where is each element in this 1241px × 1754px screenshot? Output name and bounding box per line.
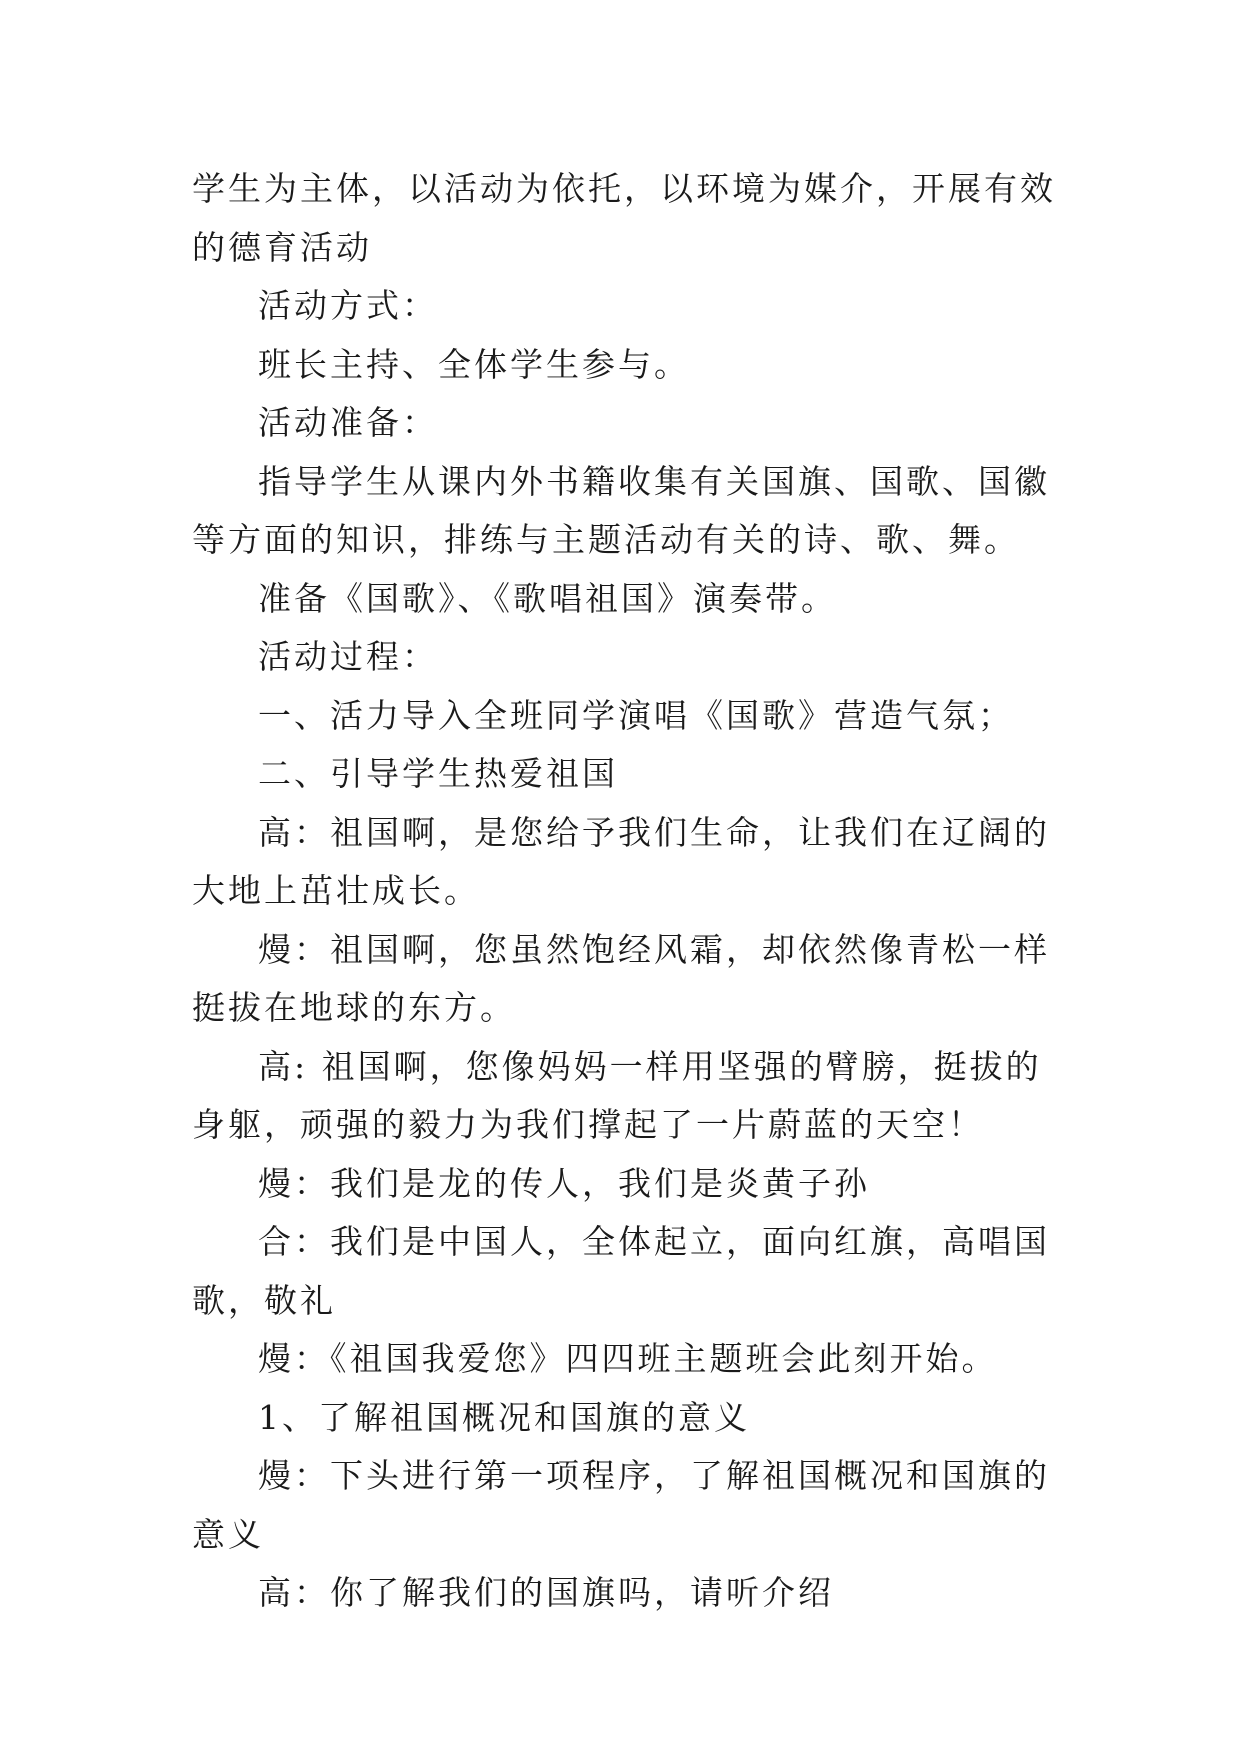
document-body: [192, 160, 1072, 1623]
paragraph: 活动过程：: [258, 637, 438, 676]
paragraph: 高: 祖国啊，您像妈妈一样用坚强的臂膀，挺拔的身躯，顽强的毅力为我们撑起了一片蔚蓝的天空！: [192, 1046, 1042, 1144]
paragraph: 高：你了解我们的国旗吗，请听介绍: [258, 1573, 834, 1612]
paragraph: 合：我们是中国人，全体起立，面向红旗，高唱国歌，敬礼: [192, 1222, 1050, 1320]
paragraph: 活动方式：: [258, 286, 438, 325]
paragraph: 熳：《祖国我爱您》四四班主题班会此刻开始。: [258, 1339, 998, 1378]
paragraph: 1、了解祖国概况和国旗的意义: [258, 1397, 750, 1437]
paragraph: 指导学生从课内外书籍收集有关国旗、国歌、国徽等方面的知识，排练与主题活动有关的诗、歌、舞。: [192, 461, 1050, 559]
paragraph: 高：祖国啊，是您给予我们生命，让我们在辽阔的大地上茁壮成长。: [192, 812, 1050, 910]
paragraph: 一、活力导入全班同学演唱《国歌》营造气氛；: [258, 695, 1014, 735]
paragraph: 班长主持、全体学生参与。: [258, 344, 690, 384]
paragraph: 准备《国歌》、《歌唱祖国》演奏带。: [258, 578, 837, 618]
paragraph: 二、引导学生热爱祖国: [258, 754, 618, 793]
paragraph: 活动准备：: [258, 403, 438, 442]
paragraph: 熳：我们是龙的传人，我们是炎黄子孙: [258, 1163, 870, 1203]
paragraph: 熳：下头进行第一项程序，了解祖国概况和国旗的意义: [192, 1456, 1050, 1554]
paragraph: 学生为主体，以活动为依托，以环境为媒介，开展有效的德育活动: [192, 169, 1056, 267]
paragraph: 熳：祖国啊，您虽然饱经风霜，却依然像青松一样挺拔在地球的东方。: [192, 929, 1050, 1027]
